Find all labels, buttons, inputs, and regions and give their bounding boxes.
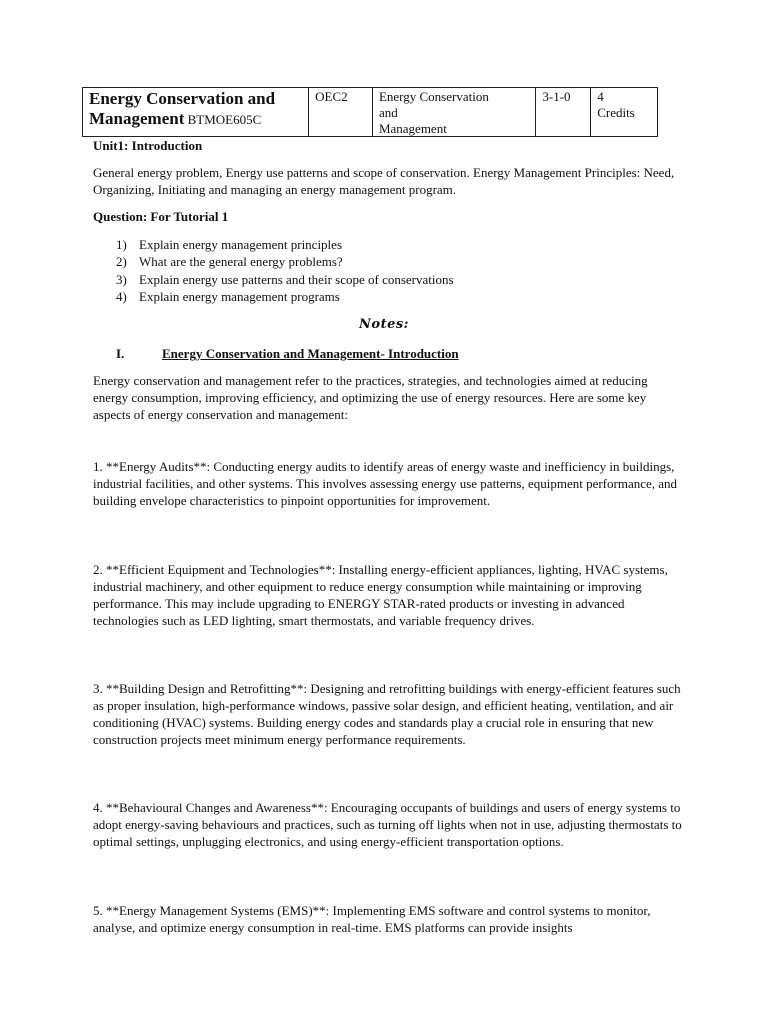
question-number: 4) xyxy=(116,288,127,304)
course-title: Energy Conservation and Management xyxy=(89,89,276,128)
unit-description: General energy problem, Energy use patterns and scope of conservation. Energy Management Principles: Need, Organizing, Initiating and managing an energy management program. xyxy=(93,165,675,197)
course-header-table xyxy=(82,87,658,137)
section-heading xyxy=(116,346,459,362)
tutorial-question-list xyxy=(116,236,454,305)
question-text: What are the general energy problems? xyxy=(139,254,343,270)
subject-cell xyxy=(373,88,536,136)
question-number: 1) xyxy=(116,237,127,252)
list-item xyxy=(116,236,454,253)
point-paragraph: 2. **Efficient Equipment and Technologies**: Installing energy-efficient appliances, lighting, HVAC systems, industrial machinery, and other equipment to reduce energy consumption while maintaining or improving performance. This may include upgrading to ENERGY STAR-rated products or investing in advanced technologies such as LED lighting, smart thermostats, and variable frequency drives. xyxy=(93,562,668,628)
section-number: I. xyxy=(116,346,125,361)
credits-number: 4 xyxy=(597,89,604,104)
course-code: BTMOE605C xyxy=(187,112,262,127)
course-title-cell xyxy=(83,88,309,136)
list-item xyxy=(116,271,454,288)
unit-title: Unit1: Introduction xyxy=(93,138,203,153)
point-paragraph: 4. **Behavioural Changes and Awareness**: Encouraging occupants of buildings and users of energy systems to adopt energy-saving behaviours and practices, such as turning off lights when not in use, adjusting thermostats to optimal settings, unplugging electronics, and using energy-efficient transportation options. xyxy=(93,800,682,849)
tutorial-heading: Question: For Tutorial 1 xyxy=(93,209,229,224)
point-paragraph: 1. **Energy Audits**: Conducting energy audits to identify areas of energy waste and inefficiency in buildings, industrial facilities, and other systems. This involves assessing energy use patterns, equipment performance, and building envelope characteristics to pinpoint opportunities for improvement. xyxy=(93,459,678,508)
course-category: OEC2 xyxy=(315,89,348,104)
question-text: Explain energy use patterns and their scope of conservations xyxy=(139,271,454,287)
ltp-value: 3-1-0 xyxy=(542,89,571,104)
intro-paragraph: Energy conservation and management refer to the practices, strategies, and technologies aimed at reducing energy consumption, improving efficiency, and optimizing the use of energy resources. Here are some key aspects of energy conservation and management: xyxy=(93,373,648,422)
question-number: 3) xyxy=(116,271,127,287)
ltp-cell xyxy=(536,88,591,136)
subject-line-2: and xyxy=(378,105,398,120)
question-text: Explain energy management programs xyxy=(139,288,340,304)
subject-line-3: Management xyxy=(378,121,447,136)
credits-label: Credits xyxy=(597,105,635,120)
category-cell xyxy=(309,88,373,136)
question-text: Explain energy management principles xyxy=(139,237,342,252)
section-title: Energy Conservation and Management- Introduction xyxy=(162,346,459,361)
credits-cell xyxy=(591,88,657,136)
point-paragraph: 3. **Building Design and Retrofitting**: Designing and retrofitting buildings with energy-efficient features such as proper insulation, high-performance windows, passive solar design, and efficient heating, ventilation, and air conditioning (HVAC) systems. Building energy codes and standards play a crucial role in ensuring that new construction projects meet minimum energy performance requirements. xyxy=(93,681,681,747)
notes-heading: Notes: xyxy=(359,317,409,332)
subject-line-1: Energy Conservation xyxy=(378,89,489,104)
point-paragraph: 5. **Energy Management Systems (EMS)**: Implementing EMS software and control systems to monitor, analyse, and optimize energy consumption in real-time. EMS platforms can provide insights xyxy=(93,903,651,935)
list-item xyxy=(116,253,454,270)
list-item xyxy=(116,288,454,305)
question-number: 2) xyxy=(116,254,127,270)
